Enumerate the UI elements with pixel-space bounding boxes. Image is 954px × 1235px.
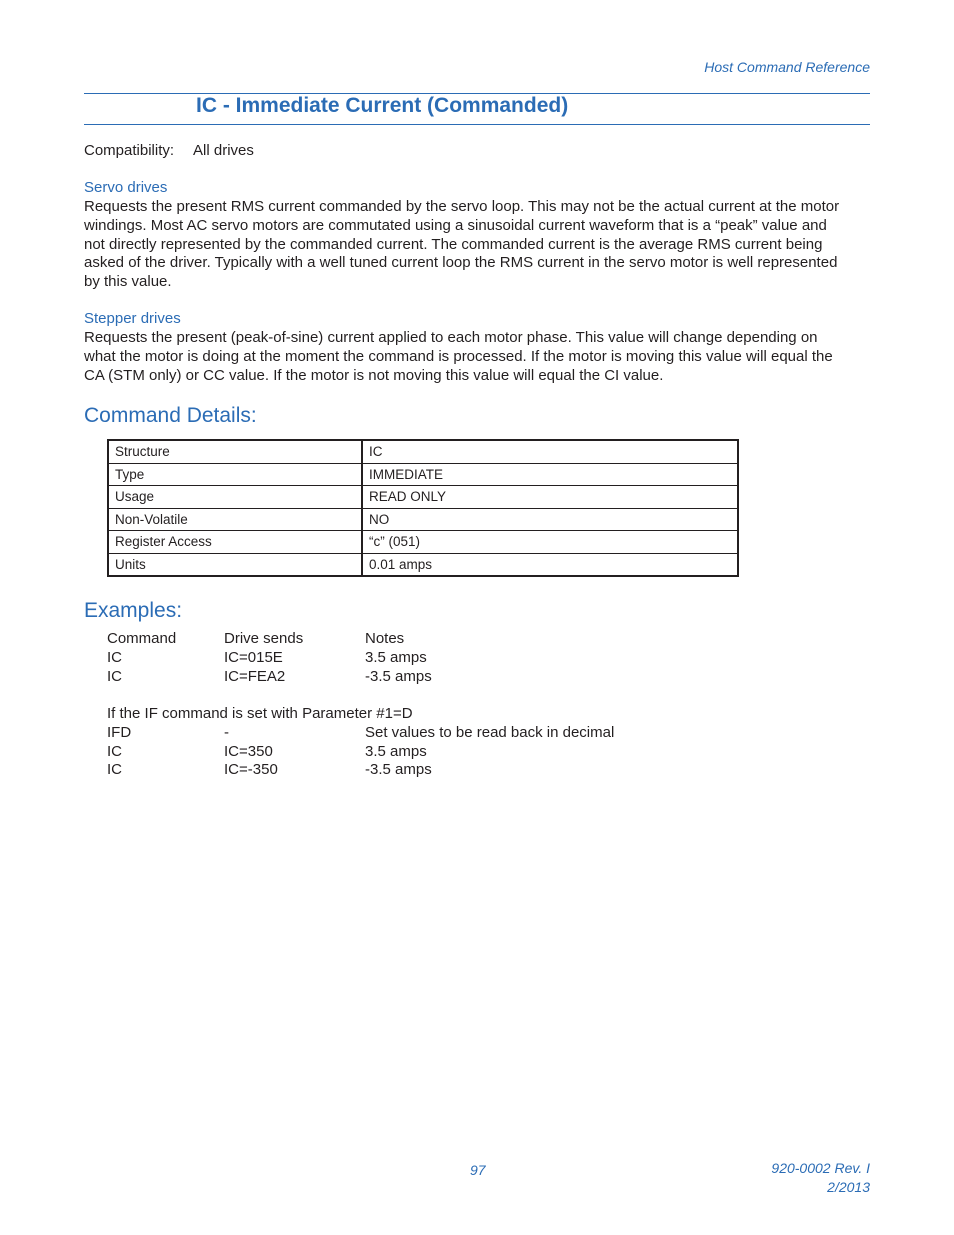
stepper-line: CA (STM only) or CC value. If the motor is not moving this value will equal the CI value.	[84, 366, 664, 384]
column-header-notes: Notes	[365, 630, 405, 647]
stepper-paragraph	[84, 329, 874, 385]
servo-line: asked of the driver. Typically with a well tuned current loop the RMS current in the servo motor is well represented	[84, 254, 838, 272]
table-cell-value: “c” (051)	[362, 531, 738, 554]
command-details-table	[107, 439, 739, 577]
examples-note	[107, 705, 807, 724]
table-cell-label: Structure	[108, 440, 362, 463]
table-cell-label: Register Access	[108, 531, 362, 554]
column-header-drive-sends: Drive sends	[224, 630, 304, 647]
example-response: IC=-350	[224, 761, 278, 778]
servo-line: not directly represented by the commanded current. The commanded current is the average RMS current being	[84, 235, 823, 253]
table-cell-label: Usage	[108, 486, 362, 509]
table-row	[108, 486, 738, 509]
column-header-command: Command	[107, 630, 177, 647]
example-response: IC=FEA2	[224, 668, 286, 685]
table-cell-label: Units	[108, 553, 362, 576]
compatibility-label: Compatibility:	[84, 142, 175, 159]
example-note: -3.5 amps	[365, 761, 432, 778]
table-row	[108, 440, 738, 463]
running-header: Host Command Reference	[704, 59, 870, 75]
examples-heading: Examples:	[84, 599, 183, 622]
example-note: 3.5 amps	[365, 649, 427, 666]
table-cell-value: NO	[362, 508, 738, 531]
example-response: -	[224, 724, 229, 741]
table-row	[108, 531, 738, 554]
table-row	[108, 508, 738, 531]
table-row	[108, 553, 738, 576]
compatibility-line	[84, 142, 874, 161]
table-cell-value: IC	[362, 440, 738, 463]
example-note: -3.5 amps	[365, 668, 432, 685]
table-cell-value: 0.01 amps	[362, 553, 738, 576]
example-command: IC	[107, 668, 122, 685]
document-number: 920-0002 Rev. I	[771, 1160, 870, 1176]
example-row	[107, 761, 807, 780]
title-rule-bottom	[84, 124, 870, 125]
example-note: 3.5 amps	[365, 743, 427, 760]
stepper-line: Requests the present (peak-of-sine) current applied to each motor phase. This value will change depending on	[84, 329, 818, 346]
page-number: 97	[470, 1162, 486, 1178]
table-cell-label: Non-Volatile	[108, 508, 362, 531]
document-date: 2/2013	[827, 1179, 870, 1195]
document-info	[771, 1159, 870, 1197]
example-command: IC	[107, 743, 122, 760]
example-row	[107, 743, 807, 762]
table-cell-value: READ ONLY	[362, 486, 738, 509]
example-note: Set values to be read back in decimal	[365, 724, 615, 741]
stepper-line: what the motor is doing at the moment the command is processed. If the motor is moving this value will equal the	[84, 347, 833, 365]
servo-line: Requests the present RMS current commanded by the servo loop. This may not be the actual current at the motor	[84, 198, 840, 215]
example-row	[107, 724, 807, 743]
command-details-heading: Command Details:	[84, 404, 257, 427]
example-command: IC	[107, 761, 122, 778]
servo-line: windings. Most AC servo motors are commutated using a sinusoidal current waveform that is a “peak” value and	[84, 216, 827, 234]
stepper-heading: Stepper drives	[84, 310, 181, 327]
table-cell-label: Type	[108, 463, 362, 486]
example-response: IC=350	[224, 743, 273, 760]
table-cell-value: IMMEDIATE	[362, 463, 738, 486]
example-row	[107, 649, 807, 668]
examples-header-row	[107, 630, 807, 649]
examples-note-text: If the IF command is set with Parameter #1=D	[107, 705, 413, 722]
table-row	[108, 463, 738, 486]
example-command: IFD	[107, 724, 132, 741]
servo-heading: Servo drives	[84, 179, 168, 196]
compatibility-value: All drives	[193, 142, 254, 159]
example-row	[107, 668, 807, 687]
page-title: IC - Immediate Current (Commanded)	[196, 94, 569, 117]
example-response: IC=015E	[224, 649, 283, 666]
servo-line: by this value.	[84, 273, 172, 291]
servo-paragraph	[84, 198, 874, 292]
example-command: IC	[107, 649, 122, 666]
